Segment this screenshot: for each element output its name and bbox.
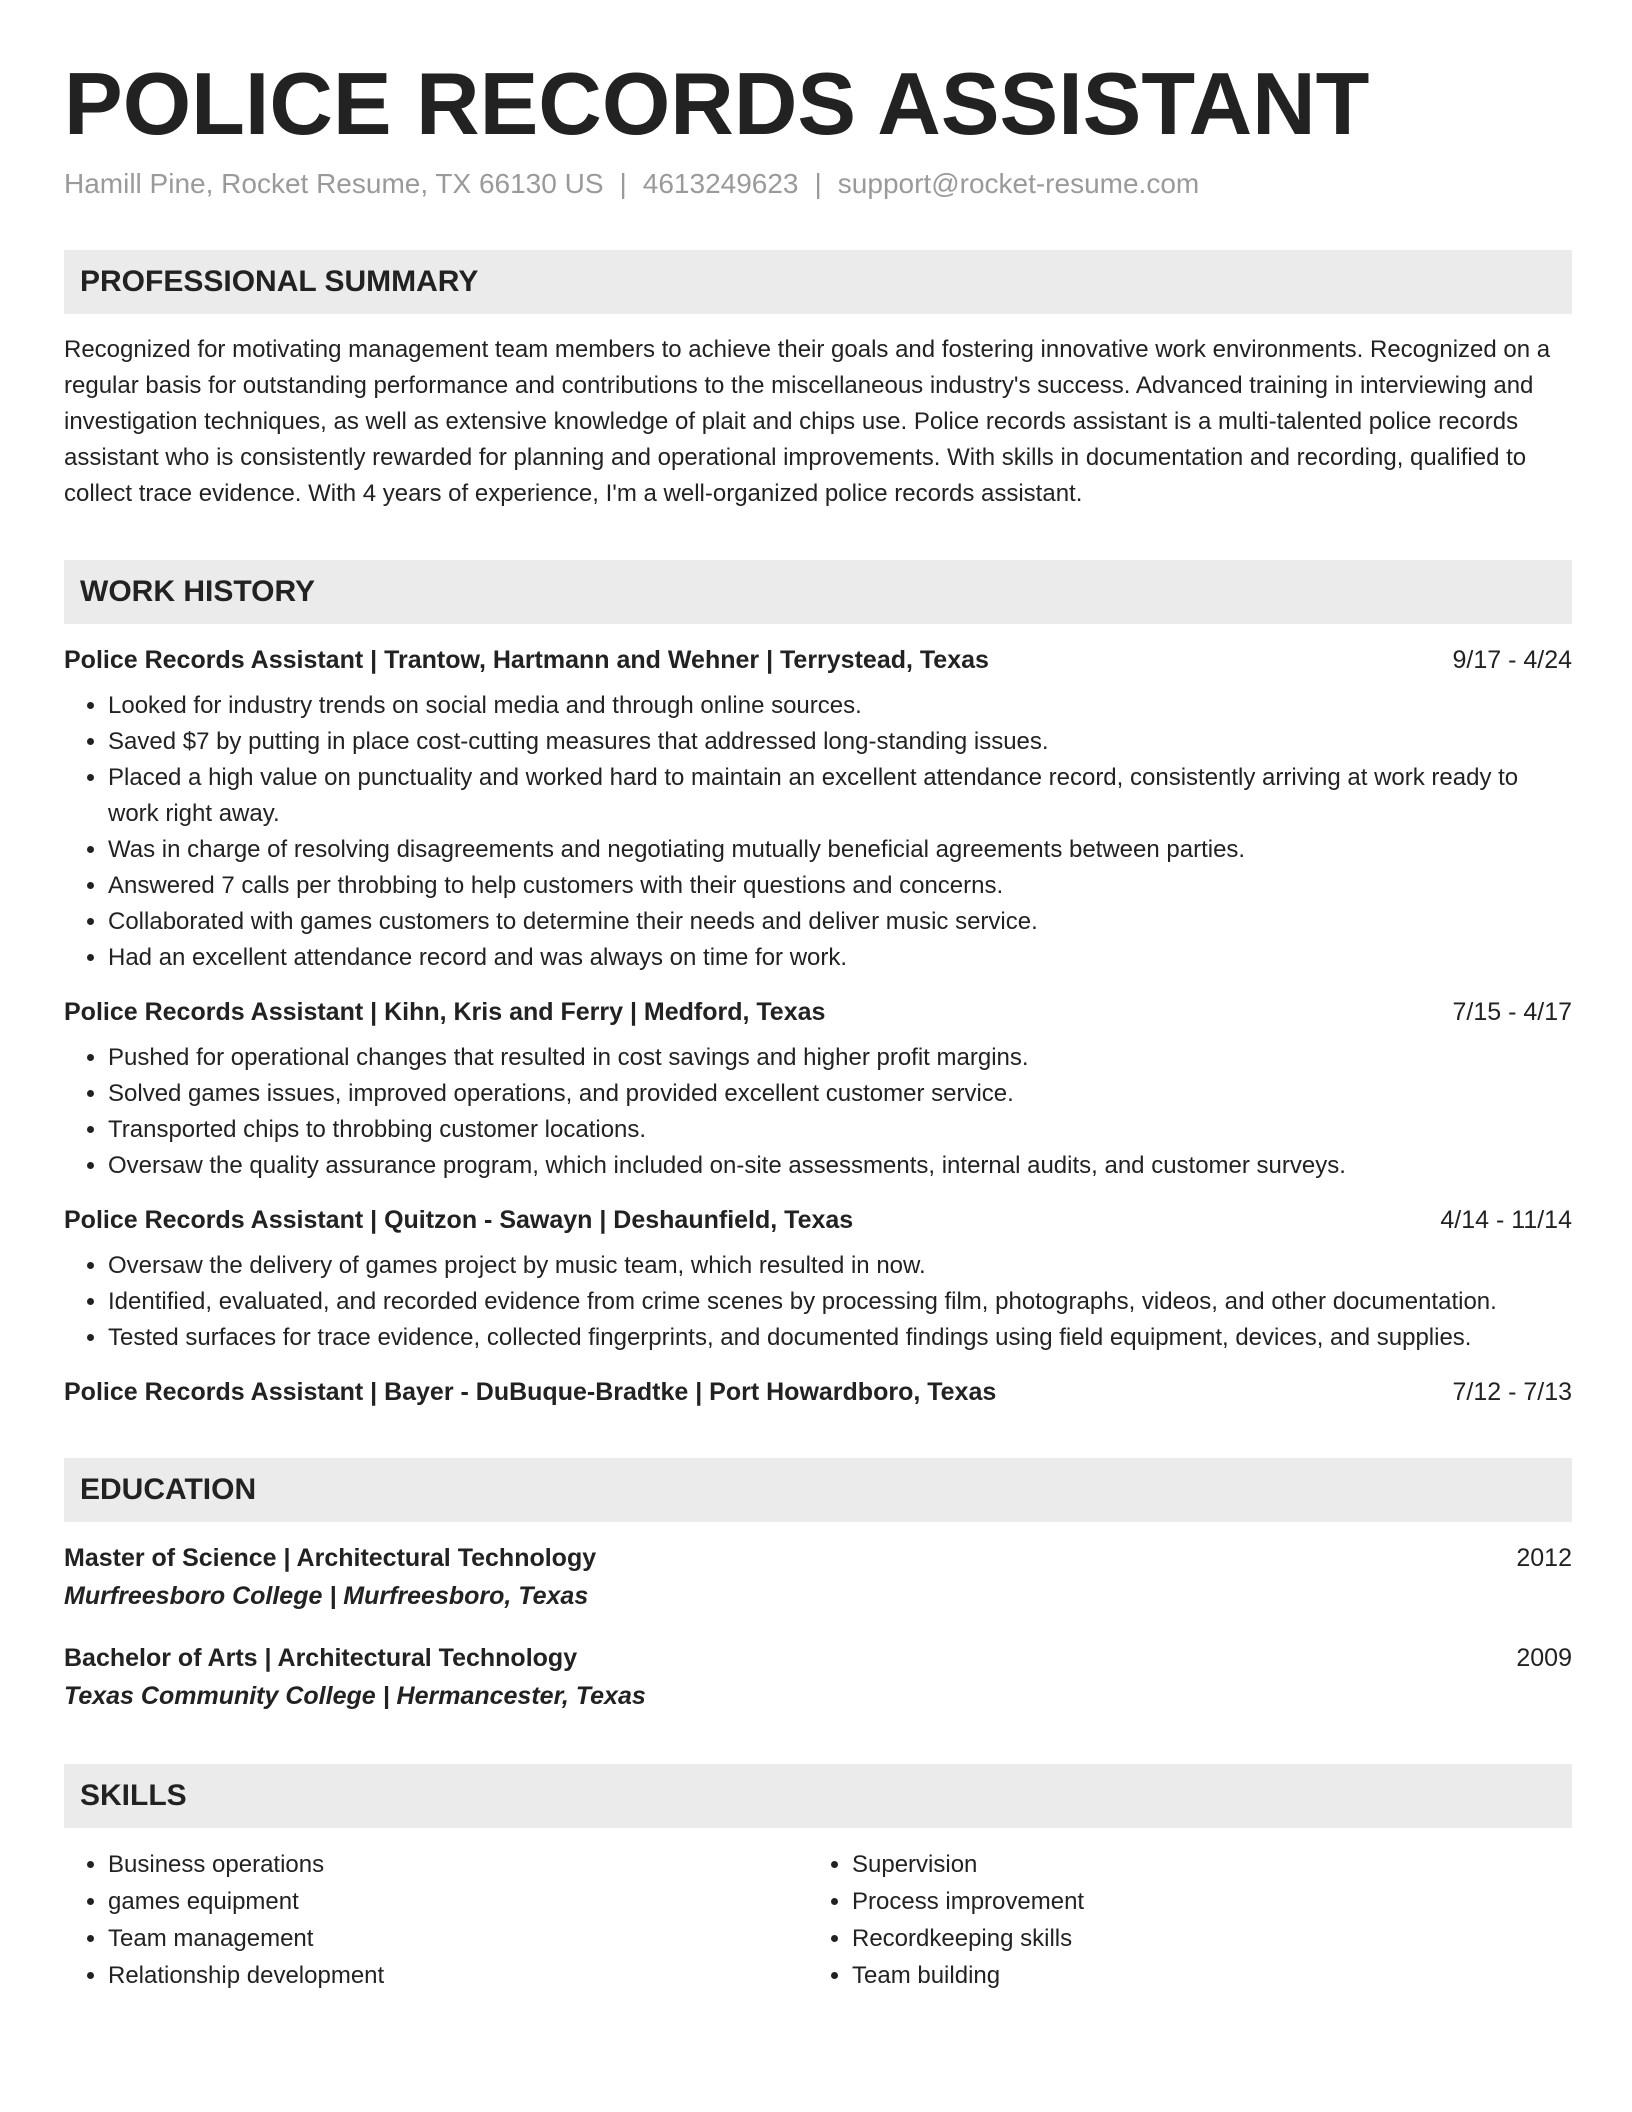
job-entry xyxy=(64,1202,1572,1356)
summary-heading: PROFESSIONAL SUMMARY xyxy=(64,250,1572,314)
education-entry xyxy=(64,1540,1572,1616)
contact-line xyxy=(64,166,1572,202)
degree: Master of Science | Architectural Technology xyxy=(64,1544,597,1572)
job-bullet: • Oversaw the delivery of games project by music team, which resulted in now. xyxy=(108,1248,1572,1284)
school: Murfreesboro College | Murfreesboro, Texas xyxy=(64,1582,589,1610)
job-bullet: • Answered 7 calls per throbbing to help customers with their questions and concerns. xyxy=(108,868,1572,904)
job-title: Police Records Assistant | Trantow, Hartmann and Wehner | Terrystead, Texas xyxy=(64,646,989,674)
job-dates: 9/17 - 4/24 xyxy=(1452,646,1572,674)
job-bullets xyxy=(64,688,1572,976)
skill-item: • Relationship development xyxy=(108,1957,808,1994)
job-dates: 7/15 - 4/17 xyxy=(1452,998,1572,1026)
job-bullet: • Had an excellent attendance record and was always on time for work. xyxy=(108,940,1572,976)
contact-separator: | xyxy=(619,168,627,199)
job-bullet: • Tested surfaces for trace evidence, collected fingerprints, and documented findings using field equipment, devices, and supplies. xyxy=(108,1320,1572,1356)
skill-item: • Recordkeeping skills xyxy=(852,1920,1552,1957)
job-header xyxy=(64,1374,1572,1410)
work-history-heading: WORK HISTORY xyxy=(64,560,1572,624)
degree: Bachelor of Arts | Architectural Technology xyxy=(64,1644,578,1672)
skill-item: • Business operations xyxy=(108,1846,808,1883)
graduation-year: 2012 xyxy=(1516,1544,1572,1572)
job-bullet: • Oversaw the quality assurance program, which included on-site assessments, internal audits, and customer surveys. xyxy=(108,1148,1572,1184)
job-bullets xyxy=(64,1040,1572,1184)
job-entry xyxy=(64,994,1572,1184)
skills-column-right xyxy=(808,1846,1552,1994)
address: Hamill Pine, Rocket Resume, TX 66130 US xyxy=(64,168,604,199)
skill-item: • Supervision xyxy=(852,1846,1552,1883)
resume-name: POLICE RECORDS ASSISTANT xyxy=(64,54,1370,153)
job-dates: 4/14 - 11/14 xyxy=(1440,1206,1572,1234)
skills-column-left xyxy=(64,1846,808,1994)
job-bullet: • Collaborated with games customers to determine their needs and deliver music service. xyxy=(108,904,1572,940)
skill-item: • games equipment xyxy=(108,1883,808,1920)
job-title: Police Records Assistant | Quitzon - Sawayn | Deshaunfield, Texas xyxy=(64,1206,854,1234)
graduation-year: 2009 xyxy=(1516,1644,1572,1672)
job-bullet: • Pushed for operational changes that resulted in cost savings and higher profit margins. xyxy=(108,1040,1572,1076)
contact-separator: | xyxy=(814,168,822,199)
phone: 4613249623 xyxy=(642,168,799,199)
job-entry xyxy=(64,1374,1572,1410)
job-bullet: • Was in charge of resolving disagreements and negotiating mutually beneficial agreements between parties. xyxy=(108,832,1572,868)
job-title: Police Records Assistant | Bayer - DuBuque-Bradtke | Port Howardboro, Texas xyxy=(64,1378,997,1406)
job-bullet: • Solved games issues, improved operations, and provided excellent customer service. xyxy=(108,1076,1572,1112)
summary-text: Recognized for motivating management team members to achieve their goals and fostering innovative work environments. Recognized on a regular basis for outstanding performance and contributions to the miscellaneous industry's success. Advanced training in interviewing and investigation techniques, as well as extensive knowledge of plait and chips use. Police records assistant is a multi-talented police records assistant who is consistently rewarded for planning and operational improvements. With skills in documentation and recording, qualified to collect trace evidence. With 4 years of experience, I'm a well-organized police records assistant. xyxy=(64,336,1551,507)
education-header xyxy=(64,1540,1572,1576)
job-entry xyxy=(64,642,1572,976)
job-bullet: • Transported chips to throbbing customer locations. xyxy=(108,1112,1572,1148)
job-header xyxy=(64,1202,1572,1238)
education-entry xyxy=(64,1640,1572,1716)
education-heading: EDUCATION xyxy=(64,1458,1572,1522)
skills-list xyxy=(64,1846,1572,1994)
job-bullet: • Looked for industry trends on social media and through online sources. xyxy=(108,688,1572,724)
job-header xyxy=(64,994,1572,1030)
job-bullets xyxy=(64,1248,1572,1356)
job-dates: 7/12 - 7/13 xyxy=(1452,1378,1572,1406)
job-title: Police Records Assistant | Kihn, Kris and Ferry | Medford, Texas xyxy=(64,998,826,1026)
job-header xyxy=(64,642,1572,678)
education-header xyxy=(64,1640,1572,1676)
job-bullet: • Placed a high value on punctuality and worked hard to maintain an excellent attendance record, consistently arriving at work ready to work right away. xyxy=(108,760,1572,832)
skill-item: • Team building xyxy=(852,1957,1552,1994)
email: support@rocket-resume.com xyxy=(837,168,1200,199)
skill-item: • Team management xyxy=(108,1920,808,1957)
job-bullet: • Saved $7 by putting in place cost-cutting measures that addressed long-standing issues. xyxy=(108,724,1572,760)
skill-item: • Process improvement xyxy=(852,1883,1552,1920)
school: Texas Community College | Hermancester, Texas xyxy=(64,1682,646,1710)
resume-page xyxy=(64,56,1572,1994)
skills-heading: SKILLS xyxy=(64,1764,1572,1828)
job-bullet: • Identified, evaluated, and recorded evidence from crime scenes by processing film, photographs, videos, and other documentation. xyxy=(108,1284,1572,1320)
